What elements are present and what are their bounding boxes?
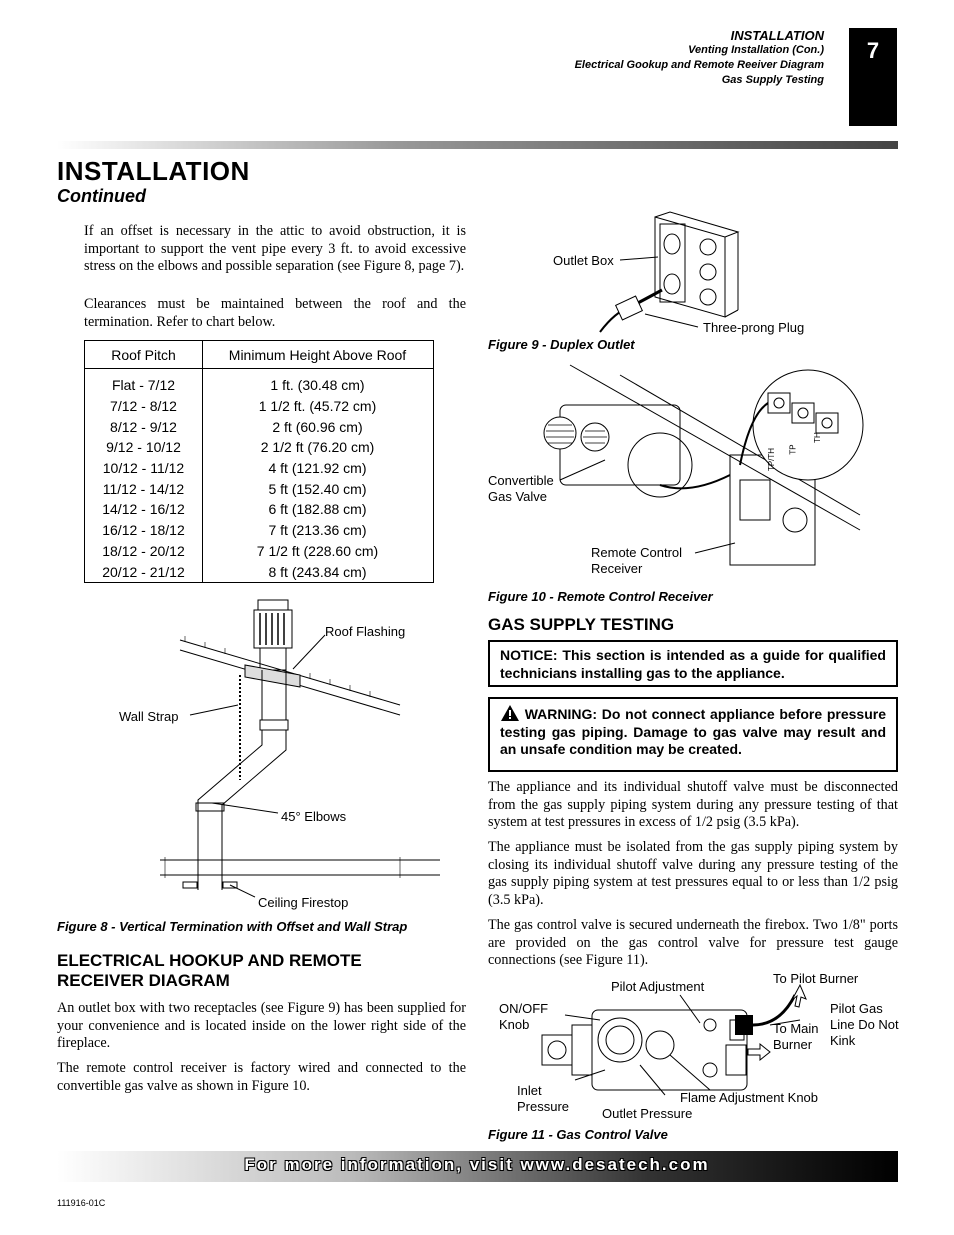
section-heading: ELECTRICAL HOOKUP AND REMOTE RECEIVER DIAGRAM — [57, 951, 362, 990]
paragraph: The gas control valve is secured underneath the firebox. Two 1/8" ports are provided on the gas control valve for pressure test gauge connections (see Figure 11). — [488, 917, 898, 968]
figure-label: Pilot Gas Line Do Not Kink — [830, 1001, 899, 1048]
table-row — [85, 499, 433, 520]
figure-caption: Figure 8 - Vertical Termination with Offset and Wall Strap — [57, 919, 408, 934]
table-row — [85, 458, 433, 479]
figure-label: Outlet Box — [553, 253, 614, 268]
table-row — [85, 561, 433, 582]
paragraph: The appliance and its individual shutoff valve must be disconnected from the gas supply piping system during any pressure testing of that system at test pressures in excess of 1/2 psig (3.5 kPa). — [488, 779, 898, 830]
figure-label: Inlet Pressure — [517, 1083, 570, 1114]
header-divider — [57, 141, 898, 149]
figure-label: Roof Flashing — [325, 624, 406, 639]
paragraph: The appliance must be isolated from the gas supply piping system by closing its individual shutoff valve during any pressure testing of the gas supply piping system at test pressures equal to or less than 1/2 psig (3.5 kPa). — [488, 839, 898, 908]
paragraph: Clearances must be maintained between the roof and the termination. Refer to chart below. — [84, 296, 466, 330]
terminal-label: TP — [788, 444, 798, 455]
figure-label: Three-prong Plug — [703, 320, 805, 335]
clearance-table — [84, 340, 434, 583]
header-topic: Electrical Gookup and Remote Reeiver Diagram — [574, 59, 824, 71]
table-row — [85, 375, 433, 396]
table-row — [85, 416, 433, 437]
table-row — [85, 520, 433, 541]
page-subtitle: Continued — [57, 186, 146, 206]
notice-text: NOTICE: This section is intended as a guide for qualified technicians installing gas to the appliance. — [500, 647, 886, 681]
table-cell: 8 ft (243.84 cm) — [268, 563, 367, 580]
figure-label: Outlet Pressure — [602, 1106, 693, 1121]
table-cell: Flat - 7/12 — [111, 377, 176, 394]
figure-label: 45° Elbows — [281, 809, 347, 824]
header-section: INSTALLATION — [730, 28, 824, 43]
table-cell: 14/12 - 16/12 — [102, 501, 185, 518]
warning-box — [488, 697, 898, 772]
figure-label: Flame Adjustment Knob — [680, 1090, 819, 1105]
figure-label: Convertible Gas Valve — [488, 473, 554, 504]
paragraph: If an offset is necessary in the attic to avoid obstruction, it is important to support the vent pipe every 3 ft. to avoid excessive stress on the elbows and possible separation (see Figure 8, page 7). — [84, 223, 466, 274]
running-header — [575, 28, 824, 88]
header-topic: Gas Supply Testing — [721, 74, 824, 86]
table-cell: 9/12 - 10/12 — [106, 439, 181, 456]
table-cell: 8/12 - 9/12 — [110, 418, 177, 435]
figure-label: To Main Burner — [773, 1021, 819, 1052]
paragraph: The remote control receiver is factory wired and connected to the convertible gas valve as shown in Figure 10. — [57, 1060, 466, 1094]
table-cell: 7 ft (213.36 cm) — [268, 522, 367, 539]
figure-label: ON/OFF Knob — [499, 1001, 549, 1032]
document-code: 111916-01C — [57, 1198, 106, 1208]
terminal-label: TP/TH — [767, 447, 777, 472]
header-topic: Venting Installation (Con.) — [688, 44, 824, 56]
table-row — [85, 541, 433, 562]
notice-box — [488, 640, 898, 687]
section-heading: GAS SUPPLY TESTING — [488, 615, 675, 634]
table-header: Minimum Height Above Roof — [228, 346, 407, 363]
table-cell: 7 1/2 ft (228.60 cm) — [256, 542, 379, 559]
figure-caption: Figure 11 - Gas Control Valve — [488, 1127, 668, 1142]
figure-label: To Pilot Burner — [773, 971, 859, 986]
figure-label: Remote Control Receiver — [591, 545, 683, 576]
table-row — [85, 478, 433, 499]
terminal-label: TH — [812, 432, 822, 443]
remote-receiver-diagram — [540, 355, 870, 580]
paragraph: An outlet box with two receptacles (see Figure 9) has been supplied for your convenience and is located inside on the lower right side of the fireplace. — [57, 1000, 466, 1051]
figure-label: Pilot Adjustment — [611, 979, 705, 994]
table-cell: 5 ft (152.40 cm) — [268, 480, 367, 497]
table-cell: 6 ft (182.88 cm) — [268, 501, 367, 518]
table-cell: 16/12 - 18/12 — [102, 522, 185, 539]
table-cell: 7/12 - 8/12 — [110, 398, 177, 415]
figure-caption: Figure 9 - Duplex Outlet — [488, 337, 635, 352]
page-number: 7 — [849, 28, 897, 126]
table-cell: 10/12 - 11/12 — [102, 460, 185, 477]
table-row — [85, 437, 433, 458]
warning-text: WARNING: Do not connect appliance before pressure testing gas piping. Damage to gas valve may result and an unsafe condition may be created. — [500, 706, 887, 757]
table-cell: 1 1/2 ft. (45.72 cm) — [258, 398, 377, 415]
footer-link[interactable]: For more information, visit www.desatech.com — [244, 1155, 710, 1174]
page-title: INSTALLATION — [57, 156, 250, 186]
table-cell: 4 ft (121.92 cm) — [268, 460, 367, 477]
table-row — [85, 396, 433, 417]
figure-caption: Figure 10 - Remote Control Receiver — [488, 589, 713, 604]
warning-icon — [500, 704, 520, 722]
vent-termination-diagram — [150, 595, 450, 905]
figure-label: Wall Strap — [119, 709, 179, 724]
table-cell: 1 ft. (30.48 cm) — [270, 377, 365, 394]
table-cell: 2 1/2 ft (76.20 cm) — [260, 439, 375, 456]
table-cell: 20/12 - 21/12 — [102, 563, 185, 580]
table-header: Roof Pitch — [111, 346, 176, 363]
table-cell: 11/12 - 14/12 — [102, 480, 185, 497]
table-cell: 18/12 - 20/12 — [102, 542, 185, 559]
duplex-outlet-diagram — [600, 212, 740, 337]
figure-label: Ceiling Firestop — [258, 895, 349, 910]
table-cell: 2 ft (60.96 cm) — [272, 418, 363, 435]
